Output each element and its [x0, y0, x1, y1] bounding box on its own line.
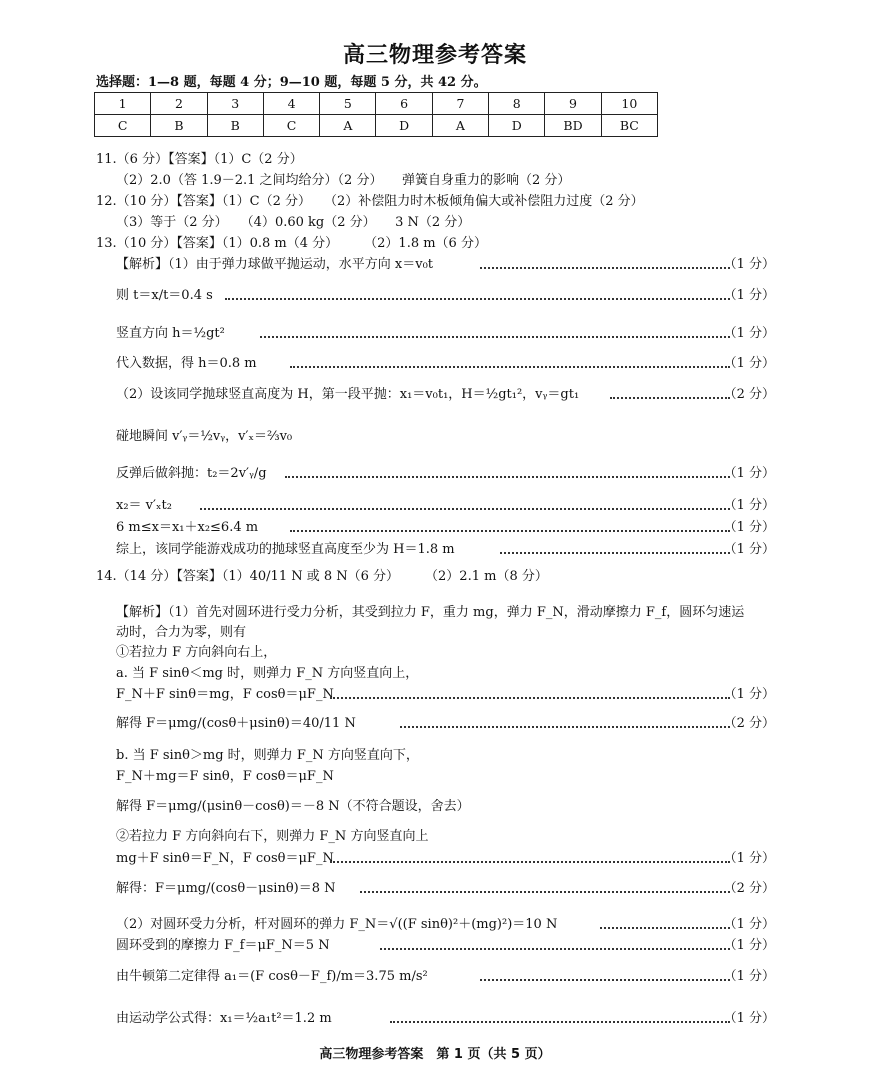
dot-leader [260, 336, 730, 338]
dot-leader [390, 1021, 730, 1023]
answer-table-answer-cell: B [207, 115, 263, 137]
dot-leader [330, 861, 730, 863]
q13-solution-line: 则 t＝x/t＝0.4 s [116, 288, 213, 303]
q14-p2a-points: （1 分） [723, 917, 775, 932]
answer-table-number-cell: 2 [151, 93, 207, 115]
q13-solution-line: 综上，该同学能游戏成功的抛球竖直高度至少为 H＝1.8 m [116, 542, 455, 557]
answer-table-number-cell: 6 [376, 93, 432, 115]
q11-line2: （2）2.0（答 1.9－2.1 之间均给分）（2 分） 弹簧自身重力的影响（2 分） [116, 173, 571, 188]
dot-leader [285, 476, 730, 478]
q13-solution-line: 代入数据，得 h＝0.8 m [116, 356, 257, 371]
q13-solution-line: 6 m≤x＝x₁＋x₂≤6.4 m [116, 520, 259, 535]
q14-eq3: mg＋F sinθ＝F_N，F cosθ＝μF_N [116, 851, 334, 866]
q11-line1: 11.（6 分）【答案】（1）C（2 分） [96, 152, 303, 167]
selection-header: 选择题：1—8 题，每题 4 分；9—10 题，每题 5 分，共 42 分。 [96, 75, 487, 90]
page-title: 高三物理参考答案 [342, 43, 527, 68]
answer-table-number-cell: 8 [489, 93, 545, 115]
q13-solution-line: 反弹后做斜抛：t₂＝2v′ᵧ/g [116, 466, 267, 481]
dot-leader [290, 366, 730, 368]
q14-eq3-points: （1 分） [723, 851, 775, 866]
dot-leader [290, 530, 730, 532]
q13-solution-points: （2 分） [723, 387, 775, 402]
q14-sol3: 解得：F＝μmg/(cosθ－μsinθ)＝8 N [116, 881, 336, 896]
q13-solution-points: （1 分） [723, 356, 775, 371]
q14-eq1: F_N＋F sinθ＝mg，F cosθ＝μF_N [116, 687, 334, 702]
answer-table-answer-cell: BC [601, 115, 657, 137]
answer-table-number-cell: 5 [320, 93, 376, 115]
q13-solution-line: 【解析】（1）由于弹力球做平抛运动，水平方向 x＝v₀t [116, 257, 434, 272]
answer-table-answer-cell: C [95, 115, 151, 137]
q12-line2: （3）等于（2 分） （4）0.60 kg（2 分） 3 N（2 分） [116, 215, 471, 230]
q14-p2d-points: （1 分） [723, 1011, 775, 1026]
dot-leader [480, 979, 730, 981]
answer-table-number-cell: 1 [95, 93, 151, 115]
q13-solution-points: （1 分） [723, 326, 775, 341]
answer-table-number-cell: 9 [545, 93, 601, 115]
answer-table-number-cell: 10 [601, 93, 657, 115]
answer-table-answer-cell: A [320, 115, 376, 137]
q12-line1: 12.（10 分）【答案】（1）C（2 分） （2）补偿阻力时木板倾角偏大或补偿阻力过度（2 分） [96, 194, 644, 209]
q13-solution-points: （1 分） [723, 520, 775, 535]
q14-sol1: 解得 F＝μmg/(cosθ＋μsinθ)＝40/11 N [116, 716, 356, 731]
dot-leader [225, 298, 730, 300]
answer-table [94, 92, 658, 137]
q14-sol3-points: （2 分） [723, 881, 775, 896]
q14-p2b: 圆环受到的摩擦力 F_f＝μF_N＝5 N [116, 938, 330, 953]
dot-leader [480, 267, 730, 269]
q14-case2: ②若拉力 F 方向斜向右下，则弹力 F_N 方向竖直向上 [116, 829, 429, 844]
q14-case1: ①若拉力 F 方向斜向右上， [116, 645, 277, 660]
q13-solution-line: 竖直方向 h＝½gt² [116, 326, 225, 341]
q14-head: 14.（14 分）【答案】（1）40/11 N 或 8 N（6 分） （2）2.1 m（8 分） [96, 569, 548, 584]
q13-solution-points: （1 分） [723, 466, 775, 481]
q14-case1b: b. 当 F sinθ＞mg 时，则弹力 F_N 方向竖直向下， [116, 748, 419, 763]
dot-leader [360, 891, 730, 893]
q13-solution-points: （1 分） [723, 498, 775, 513]
dot-leader [200, 508, 730, 510]
answer-table-answer-cell: D [376, 115, 432, 137]
answer-table-answer-cell: C [263, 115, 319, 137]
answer-table-answer-cell: B [151, 115, 207, 137]
q14-p2d: 由运动学公式得：x₁＝½a₁t²＝1.2 m [116, 1011, 332, 1026]
dot-leader [380, 948, 730, 950]
q13-solution-line: （2）设该同学抛球竖直高度为 H，第一段平抛：x₁＝v₀t₁，H＝½gt₁²，vᵧ＝gt₁ [116, 387, 580, 402]
dot-leader [600, 927, 730, 929]
answer-table-number-cell: 4 [263, 93, 319, 115]
answer-table-answers-row [95, 115, 658, 137]
q14-p2a: （2）对圆环受力分析，杆对圆环的弹力 F_N＝√((F sinθ)²＋(mg)²)＝10 N [116, 917, 558, 932]
dot-leader [400, 726, 730, 728]
q14-eq2: F_N＋mg＝F sinθ，F cosθ＝μF_N [116, 769, 334, 784]
answer-table-answer-cell: A [432, 115, 488, 137]
q14-case1a: a. 当 F sinθ＜mg 时，则弹力 F_N 方向竖直向上， [116, 666, 419, 681]
dot-leader [330, 697, 730, 699]
q13-solution-line: 碰地瞬间 v′ᵧ＝½vᵧ，v′ₓ＝⅔v₀ [116, 429, 293, 444]
answer-table-number-cell: 3 [207, 93, 263, 115]
q13-solution-points: （1 分） [723, 542, 775, 557]
q14-intro-1: 【解析】（1）首先对圆环进行受力分析，其受到拉力 F，重力 mg，弹力 F_N，滑动摩擦力 F_f，圆环匀速运 [116, 605, 745, 620]
answer-table-answer-cell: BD [545, 115, 601, 137]
q14-p2b-points: （1 分） [723, 938, 775, 953]
dot-leader [500, 552, 730, 554]
q13-solution-points: （1 分） [723, 288, 775, 303]
q14-p2c: 由牛顿第二定律得 a₁＝(F cosθ－F_f)/m＝3.75 m/s² [116, 969, 428, 984]
answer-table-number-cell: 7 [432, 93, 488, 115]
q14-eq1-points: （1 分） [723, 687, 775, 702]
q14-intro-2: 动时，合力为零，则有 [116, 625, 247, 640]
q14-sol2: 解得 F＝μmg/(μsinθ－cosθ)＝－8 N（不符合题设，舍去） [116, 799, 470, 814]
answer-table-answer-cell: D [489, 115, 545, 137]
q14-p2c-points: （1 分） [723, 969, 775, 984]
q13-head: 13.（10 分）【答案】（1）0.8 m（4 分） （2）1.8 m（6 分） [96, 236, 487, 251]
q14-sol1-points: （2 分） [723, 716, 775, 731]
q13-solution-line: x₂＝ v′ₓt₂ [116, 498, 172, 513]
q13-solution-points: （1 分） [723, 257, 775, 272]
dot-leader [610, 397, 730, 399]
page-footer: 高三物理参考答案 第 1 页（共 5 页） [319, 1047, 551, 1062]
answer-table-numbers-row [95, 93, 658, 115]
